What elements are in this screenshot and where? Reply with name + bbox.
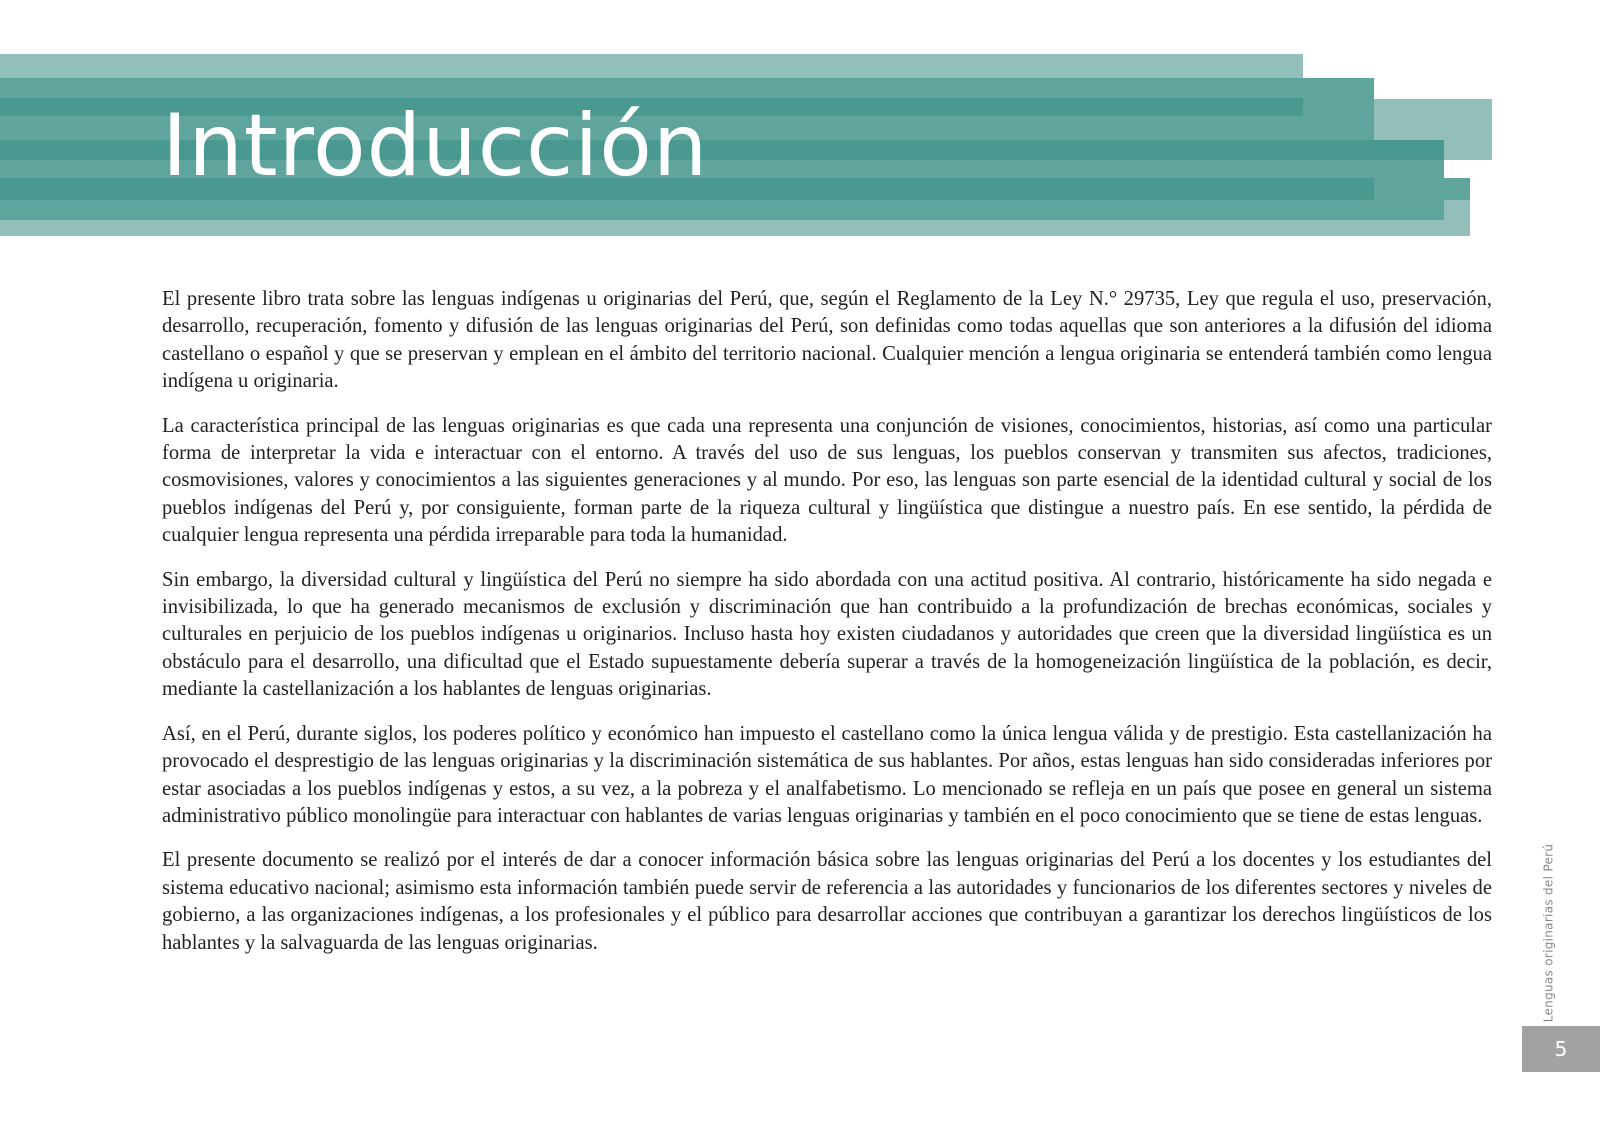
page-title: Introducción <box>162 96 709 196</box>
running-footer <box>1536 845 1560 1020</box>
banner-stripe <box>0 78 1374 98</box>
paragraph: Así, en el Perú, durante siglos, los poderes político y económico han impuesto el castellano como la única lengua válida y de prestigio. Esta castellanización ha provocado el desprestigio de las lenguas originarias y la discriminación sistemática de sus hablantes. Por años, estas lenguas han sido consideradas inferiores por estar asociadas a los pueblos indígenas y estos, a su vez, a la pobreza y el analfabetismo. Lo mencionado se refleja en un país que posee en general un sistema administrativo público monolingüe para interactuar con hablantes de varias lenguas originarias y también en el poco conocimiento que se tiene de estas lenguas. <box>162 722 1492 827</box>
page-number: 5 <box>1522 1026 1600 1072</box>
banner-stripe <box>0 220 1470 236</box>
banner-stripe <box>1374 178 1470 200</box>
paragraph: El presente documento se realizó por el interés de dar a conocer información básica sobre las lenguas originarias del Perú a los docentes y los estudiantes del sistema educativo nacional; asimismo esta información también puede servir de referencia a las autoridades y funcionarios de los diferentes sectores y niveles de gobierno, a las organizaciones indígenas, a los profesionales y el público para desarrollar acciones que contribuyan a garantizar los derechos lingüísticos de los hablantes y la salvaguarda de las lenguas originarias. <box>162 849 1492 954</box>
banner-stripe <box>0 54 1303 78</box>
header-banner <box>0 0 1600 240</box>
body-text <box>162 286 1492 974</box>
paragraph: El presente libro trata sobre las lenguas indígenas u originarias del Perú, que, según el Reglamento de la Ley N.° 29735, Ley que regula el uso, preservación, desarrollo, recuperación, fomento y difusión de las lenguas originarias del Perú, son definidas como todas aquellas que son anteriores a la difusión del idioma castellano o español y que se preservan y emplean en el ámbito del territorio nacional. Cualquier mención a lengua originaria se entenderá también como lengua indígena u originaria. <box>162 288 1492 393</box>
banner-stripe <box>1444 200 1470 220</box>
paragraph: Sin embargo, la diversidad cultural y lingüística del Perú no siempre ha sido abordada con una actitud positiva. Al contrario, históricamente ha sido negada e invisibilizada, lo que ha generado mecanismos de exclusión y discriminación que han contribuido a la profundización de brechas económicas, sociales y culturales en perjuicio de los pueblos indígenas u originarios. Incluso hasta hoy existen ciudadanos y autoridades que creen que la diversidad lingüística es un obstáculo para el desarrollo, una dificultad que el Estado supuestamente debería superar a través de la homogeneización lingüística de la población, es decir, mediante la castellanización a los hablantes de lenguas originarias. <box>162 568 1492 701</box>
running-footer-label: Lenguas originarias del Perú <box>1541 843 1555 1022</box>
banner-stripe <box>1303 98 1374 118</box>
paragraph: La característica principal de las lenguas originarias es que cada una representa una conjunción de visiones, conocimientos, historias, así como una particular forma de interpretar la vida e interactuar con el entorno. A través del uso de sus lenguas, los pueblos conservan y transmiten sus afectos, tradiciones, cosmovisiones, valores y conocimientos a las siguientes generaciones y al mundo. Por eso, las lenguas son parte esencial de la identidad cultural y social de los pueblos indígenas del Perú y, por consiguiente, forman parte de la riqueza cultural y lingüística que distingue a nuestro país. En ese sentido, la pérdida de cualquier lengua representa una pérdida irreparable para toda la humanidad. <box>162 414 1492 547</box>
banner-stripe <box>0 200 1444 220</box>
